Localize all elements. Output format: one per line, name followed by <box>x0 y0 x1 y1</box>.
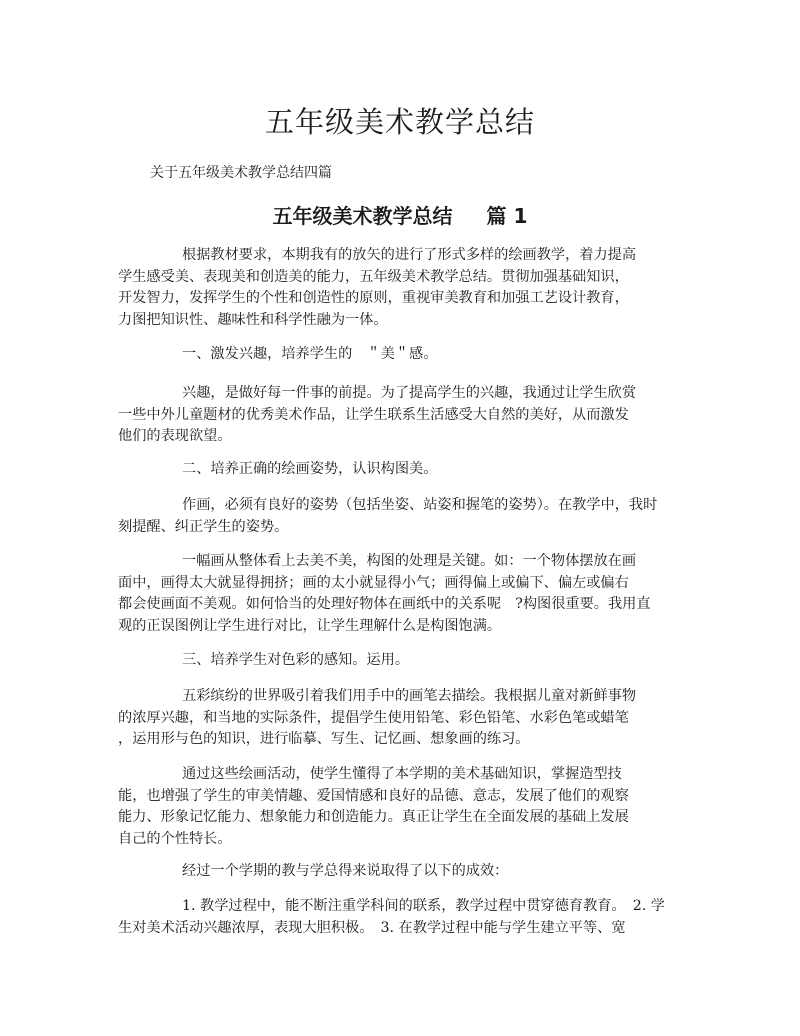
paragraph <box>118 495 666 538</box>
paragraph-line: 他们的表现欲望。 <box>118 428 232 444</box>
paragraph-line: 力图把知识性、趣味性和科学性融为一体。 <box>118 311 388 328</box>
paragraph-line: 开发智力，发挥学生的个性和创造性的原则，重视审美教育和加强工艺设计教育， <box>118 290 629 306</box>
section-title-text: 五年级美术教学总结 <box>272 204 453 228</box>
heading-1 <box>118 344 666 366</box>
paragraph-line: 兴趣，是做好每一件事的前提。为了提高学生的兴趣，我通过让学生欣赏 <box>182 385 637 401</box>
paragraph-line: 二、培养正确的绘画姿势，认识构图美。 <box>182 461 438 477</box>
paragraph <box>118 896 666 939</box>
paragraph-line: 五彩缤纷的世界吸引着我们用手中的画笔去描绘。我根据儿童对新鲜事物 <box>182 688 637 704</box>
document-subtitle: 关于五年级美术教学总结四篇 <box>150 165 332 181</box>
paragraph-line: 观的正误图例让学生进行对比，让学生理解什么是构图饱满。 <box>118 617 502 634</box>
paragraph <box>118 245 666 331</box>
section-part-number: 1 <box>513 204 528 228</box>
paragraph-line: 根据教材要求，本期我有的放矢的进行了形式多样的绘画教学，着力提高 <box>182 247 637 263</box>
heading-3 <box>118 650 666 672</box>
paragraph-line: 一、激发兴趣，培养学生的 ＂美＂感。 <box>182 346 438 362</box>
paragraph-line: 学生感受美、表现美和创造美的能力，五年级美术教学总结。贯彻加强基础知识， <box>118 268 629 285</box>
paragraph-line: ，运用形与色的知识，进行临摹、写生、记忆画、想象画的练习。 <box>118 731 530 747</box>
paragraph-line: 都会使画面不美观。如何恰当的处理好物体在画纸中的关系呢 ?构图很重要。我用直 <box>118 596 651 612</box>
paragraph <box>118 383 666 448</box>
heading-2 <box>118 459 666 481</box>
paragraph-line: 1. 教学过程中，能不断注重学科间的联系，教学过程中贯穿德育教育。 2. 学 <box>182 898 665 914</box>
paragraph-line: 作画，必须有良好的姿势（包括坐姿、站姿和握笔的姿势）。在教学中，我时 <box>182 497 658 513</box>
paragraph-line: 能，也增强了学生的审美情趣、爱国情感和良好的品德、意志，发展了他们的观察 <box>118 787 629 804</box>
paragraph-line: 生对美术活动兴趣浓厚，表现大胆积极。 3. 在教学过程中能与学生建立平等、宽 <box>118 919 626 936</box>
paragraph <box>118 551 666 637</box>
paragraph <box>118 686 666 751</box>
paragraph-line: 一幅画从整体看上去美不美，构图的处理是关键。如：一个物体摆放在画 <box>182 553 637 569</box>
document-title: 五年级美术教学总结 <box>264 105 535 139</box>
paragraph-line: 自己的个性特长。 <box>118 830 232 847</box>
paragraph-line: 经过一个学期的教与学总得来说取得了以下的成效： <box>182 863 509 879</box>
paragraph-line: 刻提醒、纠正学生的姿势。 <box>118 518 289 535</box>
paragraph-line: 面中，画得太大就显得拥挤；画的太小就显得小气；画得偏上或偏下、偏左或偏右 <box>118 574 629 591</box>
paragraph-line: 一些中外儿童题材的优秀美术作品，让学生联系生活感受大自然的美好，从而激发 <box>118 406 629 423</box>
paragraph <box>118 764 666 850</box>
paragraph-line: 三、培养学生对色彩的感知。运用。 <box>182 652 410 668</box>
paragraph-line: 通过这些绘画活动，使学生懂得了本学期的美术基础知识，掌握造型技 <box>182 766 622 782</box>
section-title <box>0 200 800 229</box>
paragraph <box>118 861 666 883</box>
paragraph-line: 能力、形象记忆能力、想象能力和创造能力。真正让学生在全面发展的基础上发展 <box>118 809 629 825</box>
section-part-label: 篇 <box>486 204 507 228</box>
paragraph-line: 的浓厚兴趣，和当地的实际条件，提倡学生使用铅笔、彩色铅笔、水彩色笔或蜡笔 <box>118 709 629 726</box>
